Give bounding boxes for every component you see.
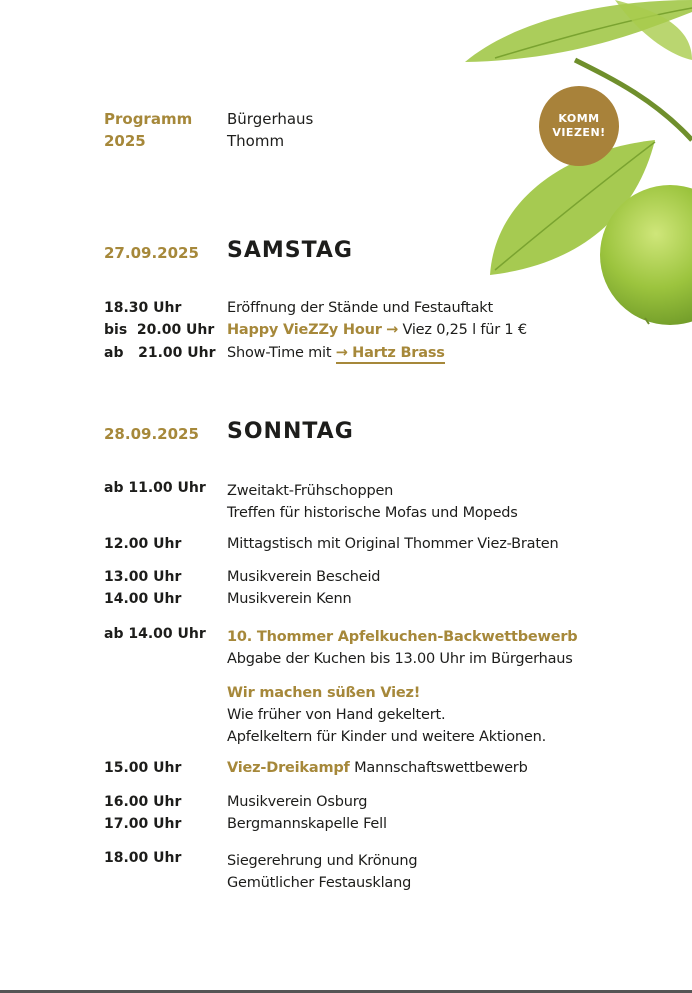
- hartz-brass-label: Hartz Brass: [352, 345, 445, 361]
- arrow-right-icon: →: [335, 345, 348, 361]
- dreikampf-info: Mannschaftswettbewerb: [354, 760, 528, 776]
- backwettbewerb-title: 10. Thommer Apfelkuchen-Backwettbewerb: [227, 629, 578, 645]
- happy-hour-label: Happy VieZZy Hour: [227, 322, 382, 338]
- sun-time-7: 15.00 Uhr: [104, 760, 182, 776]
- sun-row-5: [227, 626, 577, 670]
- sat-row-3: [227, 345, 445, 361]
- sun-row-10: [227, 850, 417, 894]
- sun-row-7: [227, 760, 528, 776]
- hartz-brass-link[interactable]: [336, 345, 445, 364]
- apple-branch-illustration: [455, 0, 692, 335]
- musikverein-osburg: Musikverein Osburg: [227, 794, 368, 810]
- komm-viezen-badge: [539, 86, 619, 166]
- sun-time-5: ab 14.00 Uhr: [104, 626, 206, 642]
- happy-hour-offer: Viez 0,25 l für 1 €: [402, 322, 527, 338]
- sat-time-1: 18.30 Uhr: [104, 300, 182, 316]
- sun-time-1: ab 11.00 Uhr: [104, 480, 206, 496]
- sat-row-2: [227, 322, 527, 338]
- venue-town: Thomm: [227, 132, 285, 150]
- mittagstisch: Mittagstisch mit Original Thommer Viez-Braten: [227, 536, 559, 552]
- showtime-text: Show-Time mit: [227, 345, 332, 361]
- suesser-viez-line1: Wie früher von Hand gekeltert.: [227, 707, 446, 723]
- arrow-right-icon: →: [386, 322, 399, 338]
- dreikampf-title: Viez-Dreikampf: [227, 760, 350, 776]
- program-label: Programm: [104, 110, 193, 128]
- badge-line2: VIEZEN!: [552, 126, 606, 139]
- saturday-day: SAMSTAG: [227, 238, 353, 263]
- sun-time-8: 16.00 Uhr: [104, 794, 182, 810]
- siegerehrung: Siegerehrung und Krönung: [227, 853, 418, 869]
- mofa-treffen: Treffen für historische Mofas und Mopeds: [227, 505, 518, 521]
- sun-time-9: 17.00 Uhr: [104, 816, 182, 832]
- festausklang: Gemütlicher Festausklang: [227, 875, 412, 891]
- sunday-date: 28.09.2025: [104, 425, 199, 443]
- suesser-viez-line2: Apfelkeltern für Kinder und weitere Aktionen.: [227, 729, 546, 745]
- sun-row-6: [227, 682, 546, 748]
- sat-text-1: Eröffnung der Stände und Festauftakt: [227, 300, 493, 316]
- sun-row-1: [227, 480, 518, 524]
- bergmannskapelle-fell: Bergmannskapelle Fell: [227, 816, 387, 832]
- sun-time-4: 14.00 Uhr: [104, 591, 182, 607]
- musikverein-bescheid: Musikverein Bescheid: [227, 569, 381, 585]
- sat-time-2: bis 20.00 Uhr: [104, 322, 215, 338]
- sunday-day: SONNTAG: [227, 419, 354, 444]
- venue-name: Bürgerhaus: [227, 110, 314, 128]
- sun-time-3: 13.00 Uhr: [104, 569, 182, 585]
- fruehschoppen: Zweitakt-Frühschoppen: [227, 483, 394, 499]
- sun-time-10: 18.00 Uhr: [104, 850, 182, 866]
- program-year: 2025: [104, 132, 146, 150]
- suesser-viez-title: Wir machen süßen Viez!: [227, 685, 421, 701]
- saturday-date: 27.09.2025: [104, 244, 199, 262]
- backwettbewerb-info: Abgabe der Kuchen bis 13.00 Uhr im Bürgerhaus: [227, 651, 573, 667]
- badge-line1: KOMM: [558, 112, 600, 125]
- sat-time-3: ab 21.00 Uhr: [104, 345, 216, 361]
- musikverein-kenn: Musikverein Kenn: [227, 591, 352, 607]
- sun-time-2: 12.00 Uhr: [104, 536, 182, 552]
